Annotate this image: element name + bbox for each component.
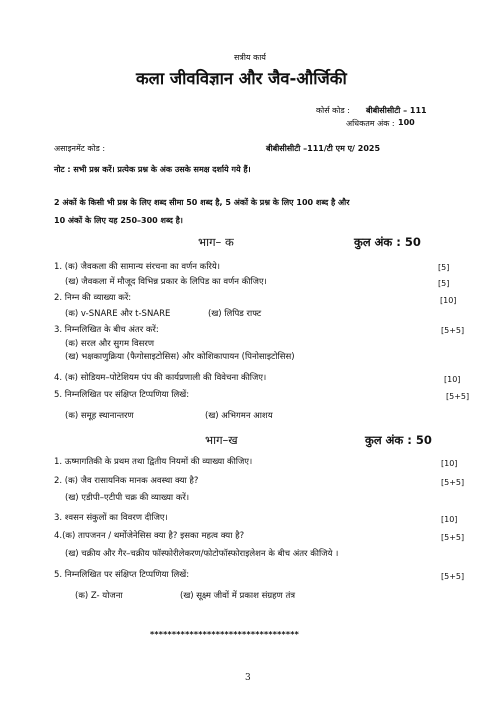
course-code-value: बीबीसीसीटी – 111	[366, 106, 427, 115]
question-a1b-marks: [5]	[438, 279, 450, 288]
question-b3-marks: [10]	[441, 515, 458, 524]
question-a3a: (क) सरल और सुगम विसरण	[65, 339, 155, 349]
section-b-heading: भाग–ख	[205, 433, 238, 447]
page-title: कला जीवविज्ञान और जैव-और्जिकी	[136, 69, 347, 88]
course-code-label: कोर्स कोड :	[316, 106, 350, 115]
assignment-code-label: असाइनमेंट कोड :	[54, 144, 106, 153]
question-a2: 2. निम्न की व्याख्या करें:	[54, 293, 132, 303]
question-b4a: 4.(क) तापजनन / थर्मोजेनेसिस क्या है? इसका महत्व क्या है?	[54, 531, 245, 541]
question-b5-marks: [5+5]	[441, 572, 465, 581]
question-a5: 5. निम्नलिखित पर संक्षिप्त टिप्पणिया लिखें:	[54, 390, 190, 400]
question-b2-marks: [5+5]	[441, 478, 465, 487]
assignment-code-value: बीबीसीसीटी –111/टी एम ए/ 2025	[266, 144, 381, 153]
question-a5a: (क) समूह स्थानान्तरण	[65, 411, 134, 421]
question-a3: 3. निम्नलिखित के बीच अंतर करें:	[54, 325, 159, 335]
separator-stars: **********************************	[150, 630, 300, 639]
question-b1: 1. ऊष्मागतिकी के प्रथम तथा द्वितीय नियमों की व्याख्या कीजिए।	[54, 457, 253, 467]
question-b5: 5. निम्नलिखित पर संक्षिप्त टिप्पणिया लिखें:	[54, 570, 190, 580]
question-b5a: (क) Z- योजना	[75, 591, 123, 601]
max-marks-value: 100	[398, 118, 415, 127]
question-a4: 4. (क) सोडियम–पोटेशियम पंप की कार्यप्रणाली की विवेचना कीजिए।	[54, 373, 267, 383]
word-limit-line-1: 2 अंकों के किसी भी प्रश्न के लिए शब्द सीमा 50 शब्द है, 5 अंकों के प्रश्न के लिए 100 शब्द है और	[54, 198, 350, 207]
section-a-total: कुल अंक : 50	[354, 235, 421, 249]
question-b5b: (ख) सूक्ष्म जीवों में प्रकाश संग्रहण तंत्र	[180, 591, 296, 601]
question-b2b: (ख) एडीपी–एटीपी चक्र की व्याख्या करें।	[65, 493, 190, 503]
question-a1b: (ख) जैवकला में मौजूद विभिन्न प्रकार के लिपिड का वर्णन कीजिए।	[65, 277, 267, 287]
page-number: 3	[245, 673, 251, 683]
question-a4-marks: [10]	[444, 375, 461, 384]
note: नोट : सभी प्रश्न करें। प्रत्येक प्रश्न के अंक उसके समक्ष दर्शाये गये हैं।	[54, 165, 251, 174]
question-a2-marks: [10]	[440, 296, 457, 305]
question-b1-marks: [10]	[441, 459, 458, 468]
question-a1a: 1. (क) जैवकला की सामान्य संरचना का वर्णन करिये।	[54, 262, 221, 272]
question-a3b: (ख) भक्षकाणुक्रिया (फैगोसाइटोसिस) और कोशिकापायन (पिनोसाइटोसिस)	[65, 352, 295, 362]
question-a2a: (क) v-SNARE और t-SNARE	[65, 309, 171, 319]
assignment-subtitle: सत्रीय कार्य	[234, 53, 266, 62]
question-b3: 3. श्वसन संकुलों का विवरण दीजिए।	[54, 513, 168, 523]
question-a5b: (ख) अभिगमन आशय	[205, 411, 273, 421]
section-b-total: कुल अंक : 50	[365, 433, 432, 447]
question-b4b: (ख) चक्रीय और गैर–चक्रीय फॉस्फोरीलेकरण/फोटोफॉस्फोराइलेशन के बीच अंतर कीजिये ।	[65, 549, 339, 559]
question-b4-marks: [5+5]	[441, 533, 465, 542]
question-a5-marks: [5+5]	[446, 392, 470, 401]
word-limit-line-2: 10 अंकों के लिए यह 250–300 शब्द है।	[54, 216, 183, 225]
section-a-heading: भाग– क	[198, 235, 234, 249]
question-a3-marks: [5+5]	[441, 326, 465, 335]
question-a2b: (ख) लिपिड राफ्ट	[208, 309, 262, 319]
question-a1a-marks: [5]	[438, 263, 450, 272]
max-marks-label: अधिकतम अंक :	[346, 119, 395, 128]
question-b2a: 2. (क) जैव रासायनिक मानक अवस्था क्या है?	[54, 476, 199, 486]
